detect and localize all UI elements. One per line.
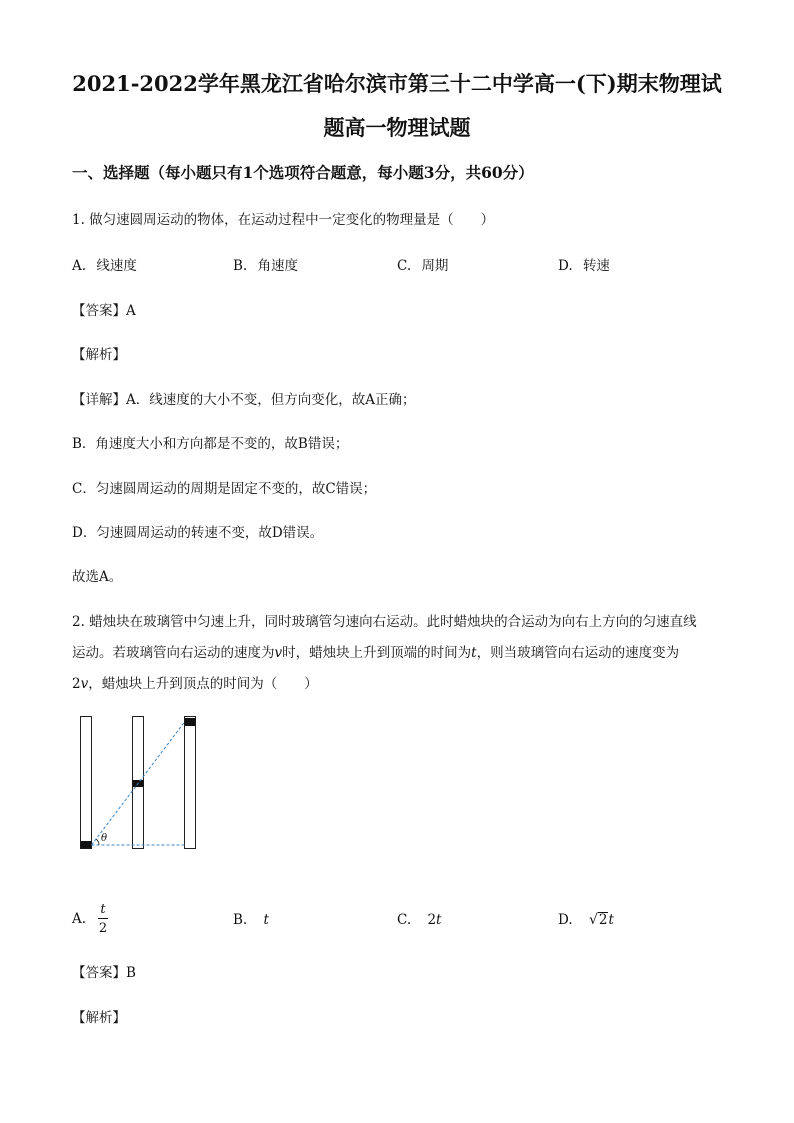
option-text: 周期 xyxy=(421,258,449,274)
question-1-stem: 1. 做匀速圆周运动的物体，在运动过程中一定变化的物理量是（ ） xyxy=(72,212,495,228)
question-2-option-c xyxy=(397,912,441,928)
option-letter: C. xyxy=(397,258,412,274)
detail-tag: 【详解】 xyxy=(72,392,126,408)
sqrt-sign: √ xyxy=(588,912,598,928)
option-letter: D. xyxy=(558,912,573,928)
answer-tag: 【答案】 xyxy=(72,965,126,981)
fraction-t-over-2 xyxy=(98,903,107,935)
velocity-symbol: v xyxy=(80,676,89,692)
stem-text: 时，蜡烛块上升到顶端的时间为 xyxy=(282,645,472,661)
question-1-option-b xyxy=(233,254,298,274)
candle-block-bottom xyxy=(81,841,92,849)
question-1-option-d xyxy=(558,254,610,274)
question-1-option-a xyxy=(72,254,137,274)
question-2-option-d xyxy=(558,912,614,928)
option-letter: A. xyxy=(72,911,87,927)
option-coefficient: 2 xyxy=(427,912,437,928)
stem-text: 运动。若玻璃管向右运动的速度为 xyxy=(72,645,275,661)
detail-text: A．线速度的大小不变，但方向变化，故A正确； xyxy=(126,392,416,408)
option-letter: B. xyxy=(233,258,248,274)
question-1-detail-line-4: D．匀速圆周运动的转速不变，故D错误。 xyxy=(72,525,324,541)
option-letter: A. xyxy=(72,258,87,274)
angle-theta-label: θ xyxy=(101,833,108,844)
question-2-option-a xyxy=(72,903,108,935)
section-heading-choice: 一、选择题（每小题只有1个选项符合题意，每小题3分，共60分） xyxy=(72,163,534,182)
question-1-detail-line-2: B．角速度大小和方向都是不变的，故B错误； xyxy=(72,436,349,452)
question-2-option-b xyxy=(233,912,269,928)
question-2-analysis-tag: 【解析】 xyxy=(72,1010,126,1026)
question-1-detail-line-3: C．匀速圆周运动的周期是固定不变的，故C错误； xyxy=(72,481,377,497)
answer-value: A xyxy=(126,303,136,319)
coefficient: 2 xyxy=(72,676,81,692)
question-1-answer xyxy=(72,299,136,319)
option-variable: t xyxy=(436,912,442,928)
stem-text: ，蜡烛块上升到顶点的时间为（ ） xyxy=(88,676,318,692)
glass-tube-figure xyxy=(72,712,207,857)
sqrt-radicand: 2 xyxy=(598,912,608,928)
question-2-stem-line-3 xyxy=(72,672,318,692)
question-1-detail-line-1 xyxy=(72,388,416,408)
answer-value: B xyxy=(126,965,136,981)
glass-tube-right xyxy=(185,717,196,849)
document-title-line-1: 2021-2022学年黑龙江省哈尔滨市第三十二中学高一(下)期末物理试 xyxy=(72,71,722,96)
option-letter: D. xyxy=(558,258,573,274)
sqrt-expression xyxy=(589,912,614,928)
candle-block-top xyxy=(185,718,196,726)
question-1-option-c xyxy=(397,254,448,274)
option-variable: t xyxy=(608,912,614,928)
question-1-analysis-tag: 【解析】 xyxy=(72,347,126,363)
fraction-numerator: t xyxy=(100,902,106,917)
document-title-line-2: 题高一物理试题 xyxy=(323,115,471,140)
question-2-answer xyxy=(72,961,136,981)
option-text: 角速度 xyxy=(257,258,299,274)
question-2-stem-line-1: 2. 蜡烛块在玻璃管中匀速上升，同时玻璃管匀速向右运动。此时蜡烛块的合运动为向右上方向的匀速直线 xyxy=(72,614,697,630)
question-2-stem-line-2 xyxy=(72,641,679,661)
trajectory-line xyxy=(92,722,185,845)
option-letter: B. xyxy=(233,912,248,928)
option-letter: C. xyxy=(397,912,412,928)
fraction-denominator: 2 xyxy=(98,921,108,936)
option-text: 转速 xyxy=(582,258,610,274)
option-text: t xyxy=(263,912,269,928)
answer-tag: 【答案】 xyxy=(72,303,126,319)
velocity-symbol: v xyxy=(274,645,283,661)
glass-tube-left xyxy=(81,717,92,849)
question-1-conclusion: 故选A。 xyxy=(72,569,123,585)
stem-text: ，则当玻璃管向右运动的速度变为 xyxy=(476,645,680,661)
option-text: 线速度 xyxy=(96,258,137,274)
angle-arc xyxy=(96,839,99,845)
time-symbol: t xyxy=(471,645,477,661)
